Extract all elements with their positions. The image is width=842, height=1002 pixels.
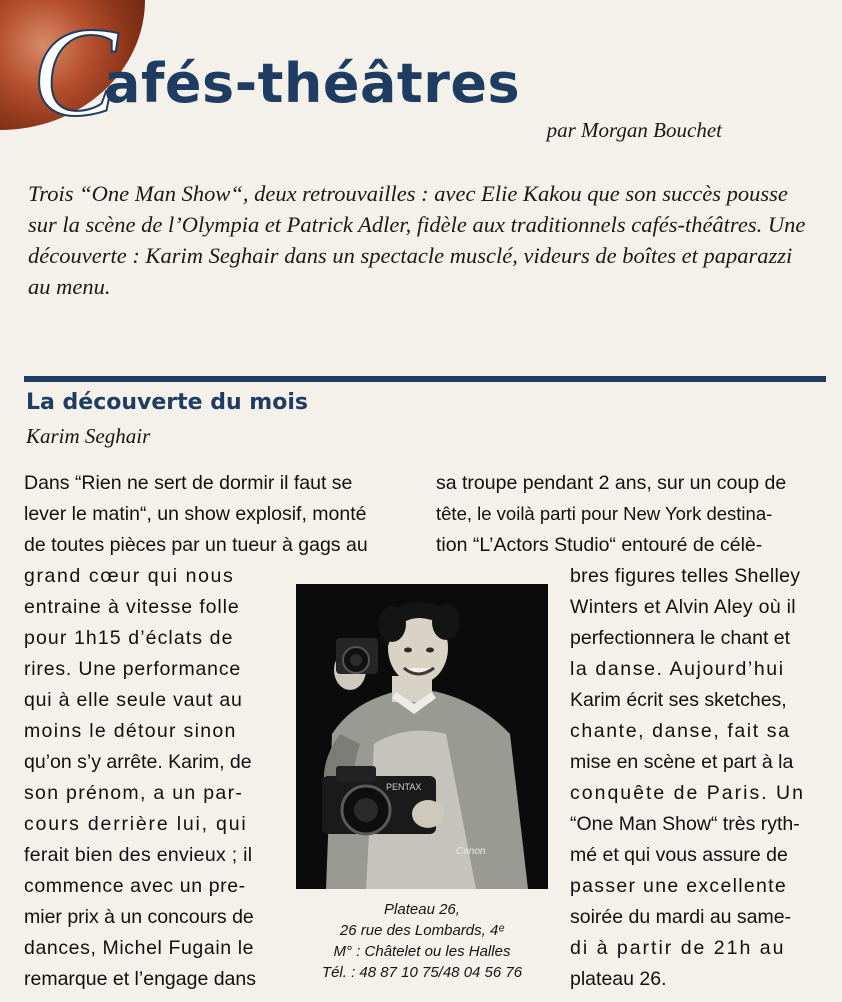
body-left-line: son prénom, a un par-: [24, 782, 244, 804]
body-right-line: conquête de Paris. Un: [570, 782, 805, 804]
body-right-line: tion “L’Actors Studio“ entouré de célè-: [436, 534, 763, 556]
body-right-line: tête, le voilà parti pour New York destina-: [436, 503, 773, 524]
portrait-photo-illustration: [296, 584, 548, 889]
body-left-line: dances, Michel Fugain le: [24, 937, 255, 959]
byline: par Morgan Bouchet: [546, 118, 722, 142]
caption-line: Plateau 26,: [384, 901, 460, 918]
body-left-line: lever le matin“, un show explosif, monté: [24, 503, 367, 525]
body-left-line: Dans “Rien ne sert de dormir il faut se: [24, 472, 353, 494]
body-right-line: di à partir de 21h au: [570, 937, 786, 959]
body-right-line: Karim écrit ses sketches,: [570, 689, 787, 711]
caption-line: 26 rue des Lombards, 4ᵉ: [339, 922, 505, 939]
body-right-line: chante, danse, fait sa: [570, 720, 791, 742]
body-right-line: mise en scène et part à la: [570, 751, 794, 773]
body-right-line: Winters et Alvin Aley où il: [570, 596, 796, 618]
body-right-line: bres figures telles Shelley: [570, 565, 801, 587]
body-left-line: cours derrière lui, qui: [24, 813, 248, 835]
title-initial: C: [32, 1, 118, 143]
section-subtitle: Karim Seghair: [26, 424, 151, 448]
body-right-line: “One Man Show“ très ryth-: [570, 813, 800, 835]
body-left-line: commence avec un pre-: [24, 875, 246, 897]
intro-paragraph: Trois “One Man Show“, deux retrouvailles : avec Elie Kakou que son succès pousse sur la scène de l’Olympia et Patrick Adler, fidèle aux traditionnels cafés-théâtres. Une découverte : Karim Seghair dans un spectacle musclé, videurs de boîtes et paparazzi au menu.: [28, 181, 806, 299]
caption-line: M° : Châtelet ou les Halles: [333, 943, 511, 960]
camera-brand-label: PENTAX: [386, 782, 422, 792]
body-left-line: de toutes pièces par un tueur à gags au: [24, 534, 368, 556]
body-right-line: mé et qui vous assure de: [570, 844, 788, 866]
body-left-line: moins le détour sinon: [24, 720, 237, 742]
caption-line: Tél. : 48 87 10 75/48 04 56 76: [321, 964, 523, 981]
body-left-line: rires. Une performance: [24, 658, 242, 680]
body-left-line: mier prix à un concours de: [24, 906, 254, 928]
page-title: afés-théâtres: [104, 52, 521, 115]
body-right-line: perfectionnera le chant et: [570, 627, 791, 649]
body-right-line: la danse. Aujourd’hui: [570, 658, 785, 680]
body-right-line: sa troupe pendant 2 ans, sur un coup de: [436, 472, 787, 494]
section-divider: [24, 376, 826, 382]
body-right-line: soirée du mardi au same-: [570, 906, 792, 928]
body-left-line: qu’on s’y arrête. Karim, de: [24, 751, 252, 773]
body-left-line: remarque et l’engage dans: [24, 968, 256, 990]
body-left-line: qui à elle seule vaut au: [24, 689, 243, 711]
body-left-line: ferait bien des envieux ; il: [24, 844, 253, 866]
body-left-line: pour 1h15 d’éclats de: [24, 627, 234, 649]
section-title: La découverte du mois: [26, 390, 308, 415]
body-left-line: entraine à vitesse folle: [24, 596, 240, 618]
body-left-line: grand cœur qui nous: [24, 565, 235, 587]
portrait-photo: [296, 584, 548, 889]
body-right-line: passer une excellente: [570, 875, 788, 897]
body-right-line: plateau 26.: [570, 968, 667, 990]
vest-brand-label: Canon: [456, 846, 486, 857]
